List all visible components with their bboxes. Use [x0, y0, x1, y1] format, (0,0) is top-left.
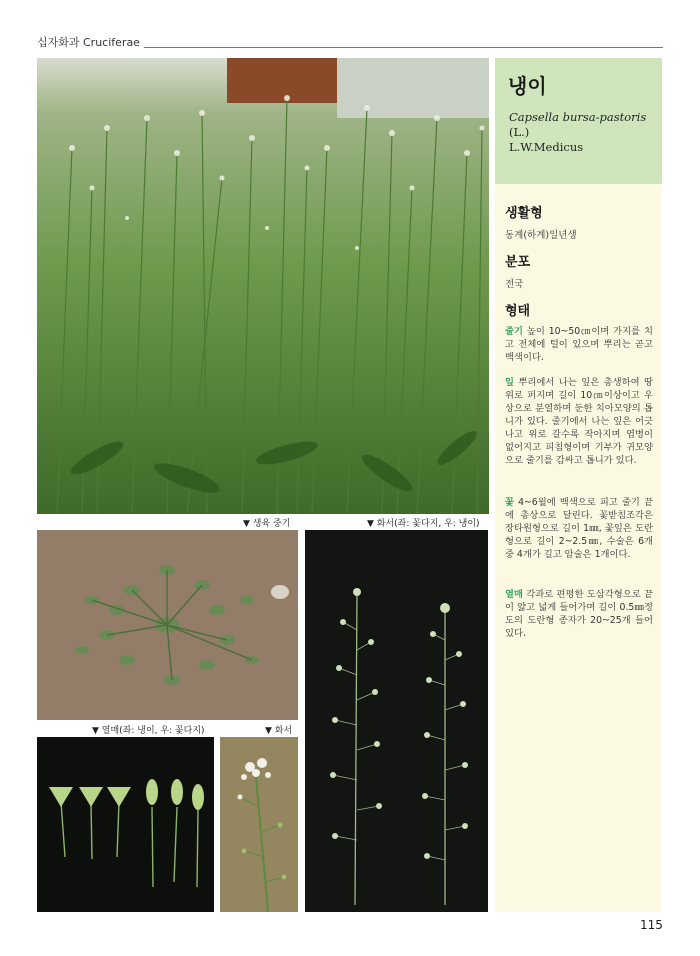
morphology-heading: 형태 [505, 304, 531, 319]
stem-paragraph [505, 325, 653, 364]
leaf-paragraph [505, 376, 653, 467]
stem-term: 줄기 [505, 326, 523, 337]
leaf-text: 뿌리에서 나는 잎은 총생하여 땅 위로 퍼지며 길이 10㎝이상이고 우상으로 분열하며 둔한 치아모양의 톱니가 있다. 줄기에서 나는 잎은 어긋나고 위로 갈수록 작아지며 엽병이 없어지고 피침형이며 기부가 귀모양으로 줄기를 감싸고 톱니가 있다. [505, 377, 653, 466]
species-korean-name: 냉이 [508, 74, 547, 98]
life-form-text: 동계(하계)일년생 [505, 230, 577, 241]
caption-inflorescence: ▼ 화서(좌: 꽃다지, 우: 냉이) [367, 519, 480, 529]
scientific-author-2: L.W.Medicus [509, 140, 584, 154]
flower-term: 꽃 [505, 497, 514, 508]
stem-text: 높이 10~50㎝이며 가지를 치고 전체에 털이 있으며 뿌리는 곧고 백색이다. [505, 326, 653, 363]
flower-photo [220, 737, 298, 912]
family-heading: 십자화과 Cruciferae [37, 34, 144, 50]
caption-fruit: ▼ 열매(좌: 냉이, 우: 꽃다지) [92, 726, 205, 736]
page-header [37, 34, 663, 50]
caption-seedling: ▼ 생육 중기 [243, 519, 291, 529]
caption-flower: ▼ 화서 [265, 726, 293, 736]
scientific-name [509, 110, 659, 155]
scientific-author-1: (L.) [509, 125, 530, 139]
main-field-photo [37, 58, 489, 514]
distribution-heading: 분포 [505, 255, 531, 270]
distribution-text: 전국 [505, 279, 524, 290]
species-title-panel [495, 58, 662, 184]
flower-paragraph [505, 496, 653, 561]
rosette-photo [37, 530, 298, 720]
leaf-term: 잎 [505, 377, 514, 388]
page-number: 115 [640, 918, 663, 932]
description-panel [495, 184, 662, 912]
life-form-heading: 생활형 [505, 206, 543, 221]
scientific-binomial: Capsella bursa-pastoris [509, 110, 647, 124]
fruit-photo [37, 737, 214, 912]
inflorescence-photo [305, 530, 488, 912]
morphology-section [505, 300, 655, 319]
fruit-text: 각과로 편평한 도삼각형으로 끝이 얇고 넓게 들어가며 길이 0.5㎜정도의 도란형 종자가 20~25개 들어 있다. [505, 589, 653, 639]
flower-text: 4~6월에 백색으로 피고 줄기 끝에 총상으로 달린다. 꽃받침조각은 장타원형으로 길이 1㎜, 꽃잎은 도란형으로 길이 2~2.5㎜, 수술은 6개중 4개가 길고 암술은 1개이다. [505, 497, 653, 560]
life-form-section [505, 202, 655, 241]
distribution-section [505, 251, 655, 290]
fruit-term: 열매 [505, 589, 523, 600]
fruit-paragraph [505, 588, 653, 640]
